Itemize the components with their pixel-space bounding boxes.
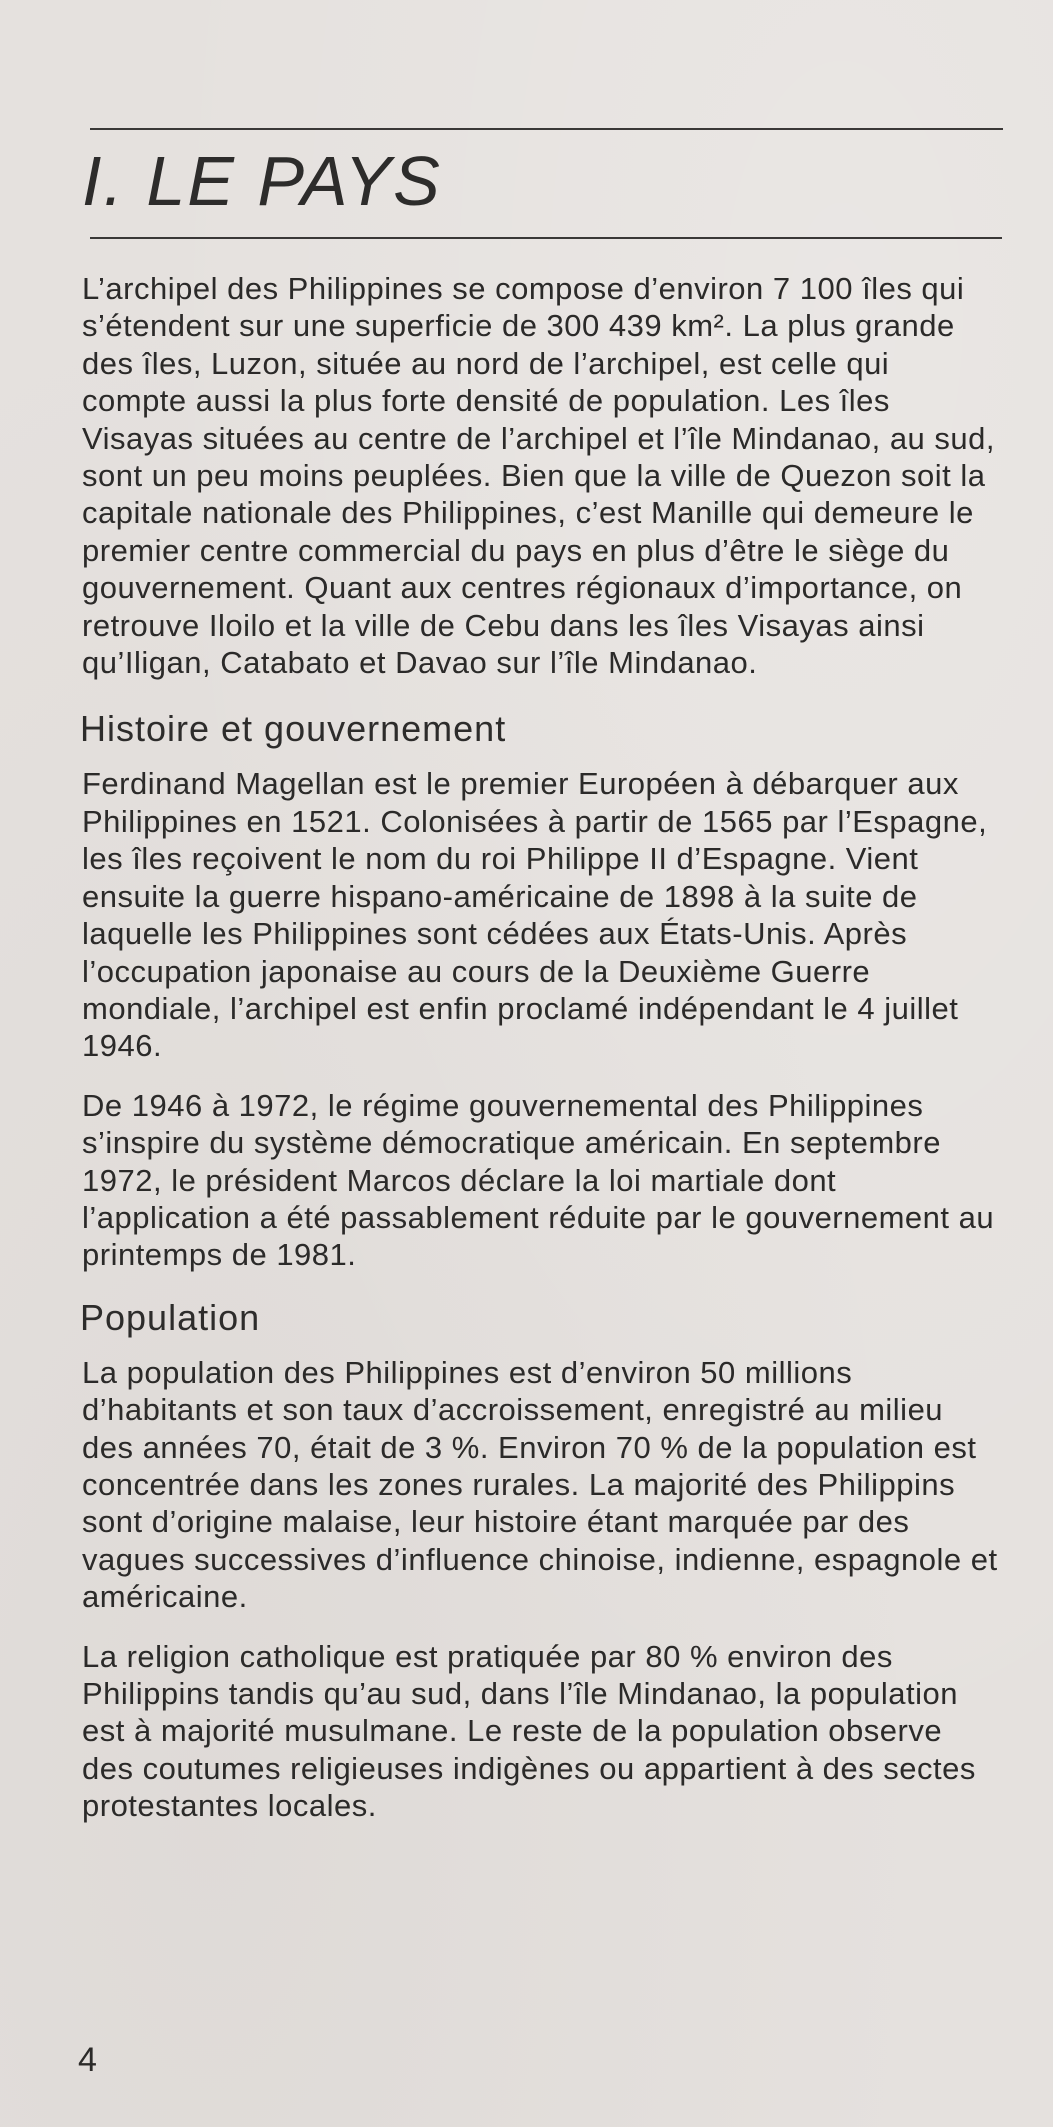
intro-paragraph: L’archipel des Philippines se compose d’environ 7 100 îles qui s’étendent sur une superficie de 300 439 km². La plus grande des îles, Luzon, située au nord de l’archipel, est celle qui compte aussi la plus forte densité de population. Les îles Visayas situées au centre de l’archipel et l’île Mindanao, au sud, sont un peu moins peuplées. Bien que la ville de Quezon soit la capitale nationale des Philippines, c’est Manille qui demeure le premier centre commercial du pays en plus d’être le siège du gouvernement. Quant aux centres régionaux d’importance, on retrouve Iloilo et la ville de Cebu dans les îles Visayas ainsi qu’Iligan, Catabato et Davao sur l’île Mindanao. bbox=[82, 271, 996, 681]
title-top-rule bbox=[90, 128, 1003, 130]
chapter-title: I. LE PAYS bbox=[82, 142, 442, 220]
section-heading-population: Population bbox=[80, 1296, 261, 1338]
population-paragraph-2: La religion catholique est pratiquée par 80 % environ des Philippins tandis qu’au sud, dans l’île Mindanao, la population est à majorité musulmane. Le reste de la population observe des coutumes religieuses indigènes ou appartient à des sectes protestantes locales. bbox=[82, 1638, 976, 1824]
page-number: 4 bbox=[78, 2041, 97, 2079]
history-paragraph-1: Ferdinand Magellan est le premier Européen à débarquer aux Philippines en 1521. Colonisées à partir de 1565 par l’Espagne, les îles reçoivent le nom du roi Philippe II d’Espagne. Vient ensuite la guerre hispano-américaine de 1898 à la suite de laquelle les Philippines sont cédées aux États-Unis. Après l’occupation japonaise au cours de la Deuxième Guerre mondiale, l’archipel est enfin proclamé indépendant le 4 juillet 1946. bbox=[82, 766, 988, 1064]
document-body bbox=[82, 270, 1002, 1825]
section-heading-history: Histoire et gouvernement bbox=[80, 708, 507, 750]
history-paragraph-2: De 1946 à 1972, le régime gouvernemental des Philippines s’inspire du système démocratique américain. En septembre 1972, le président Marcos déclare la loi martiale dont l’application a été passablement réduite par le gouvernement au printemps de 1981. bbox=[82, 1087, 995, 1273]
population-paragraph-1: La population des Philippines est d’environ 50 millions d’habitants et son taux d’accroissement, enregistré au milieu des années 70, était de 3 %. Environ 70 % de la population est concentrée dans les zones rurales. La majorité des Philippins sont d’origine malaise, leur histoire étant marquée par des vagues successives d’influence chinoise, indienne, espagnole et américaine. bbox=[82, 1354, 998, 1615]
title-bottom-rule bbox=[90, 237, 1002, 239]
